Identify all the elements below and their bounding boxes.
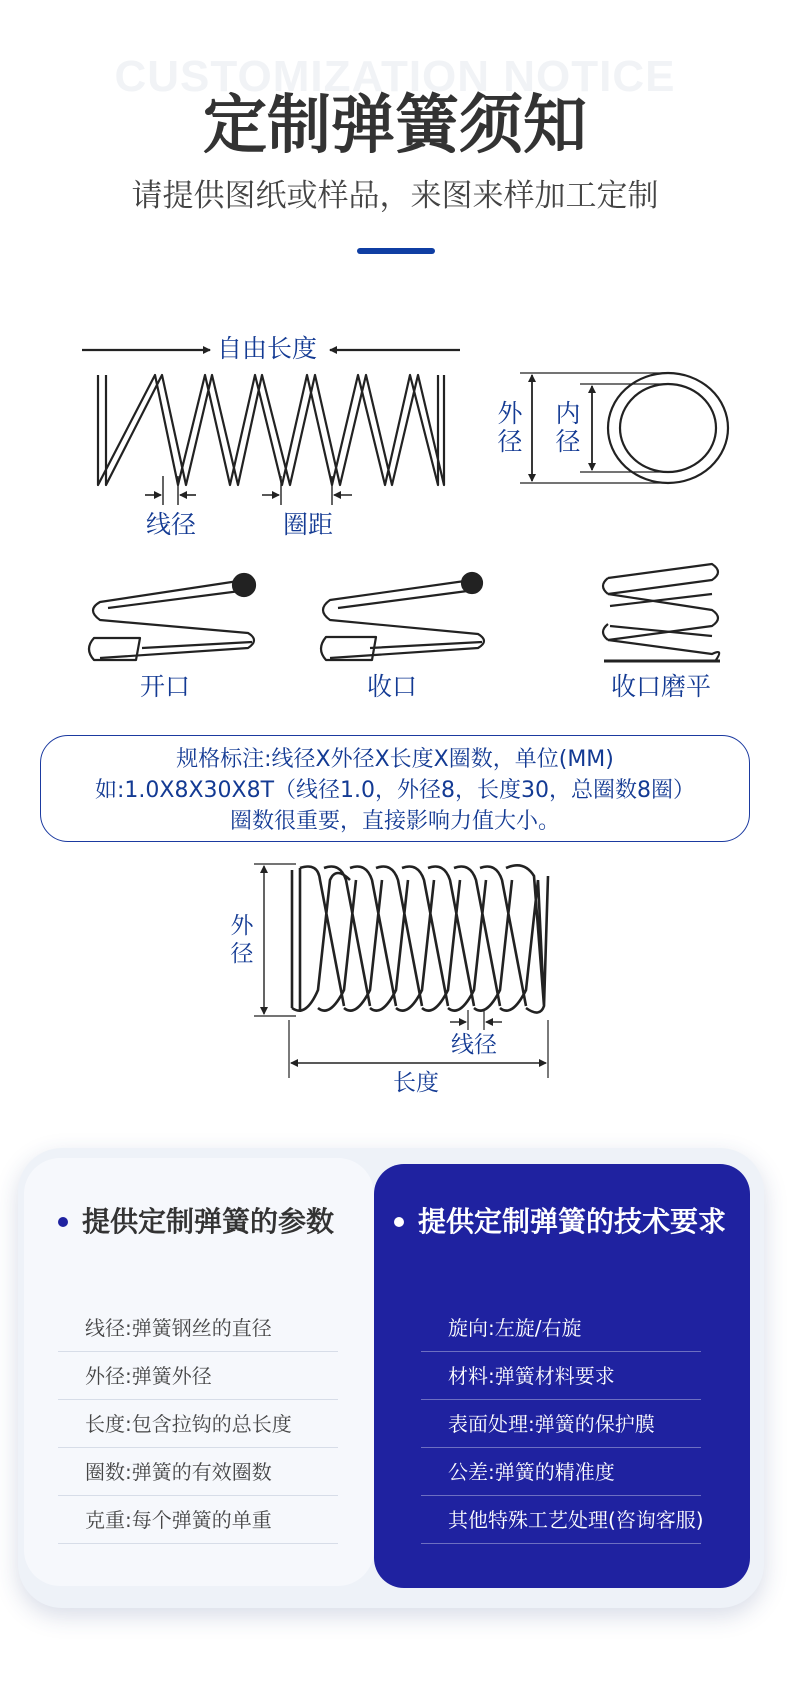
spec-notation-box [40, 735, 750, 842]
end-type-closed-ground-label: 收口磨平 [611, 672, 712, 701]
param-item: 线径:弹簧钢丝的直径 [58, 1304, 338, 1352]
open-end-spring-diagram [89, 574, 255, 660]
spec-outer-diameter-label: 外径 [230, 913, 254, 967]
tech-item: 表面处理:弹簧的保护膜 [421, 1400, 701, 1448]
diameter-end-view-diagram [520, 373, 728, 483]
inner-ring [620, 384, 716, 472]
spec-note-line3: 圈数很重要，直接影响力值大小。 [229, 809, 560, 834]
inner-diameter-label: 内径 [555, 399, 581, 456]
closed-ground-spring-diagram [603, 564, 720, 661]
page-subtitle: 请提供图纸或样品，来图来样加工定制 [131, 178, 659, 214]
spec-spring-coils [292, 865, 548, 1012]
param-item: 圈数:弹簧的有效圈数 [58, 1448, 338, 1496]
param-item: 克重:每个弹簧的单重 [58, 1496, 338, 1544]
spec-wire-diameter-label: 线径 [451, 1032, 497, 1058]
params-bullet [58, 1217, 68, 1227]
page-title: 定制弹簧须知 [203, 89, 587, 163]
closed-end-spring-diagram [321, 573, 484, 660]
tech-title: 提供定制弹簧的技术要求 [418, 1205, 727, 1238]
free-length-label: 自由长度 [217, 334, 318, 363]
free-length-spring-diagram [82, 350, 460, 505]
end-type-closed-label: 收口 [367, 672, 418, 701]
watermark-text: CUSTOMIZATION NOTICE [114, 52, 676, 101]
tech-bullet [394, 1217, 404, 1227]
closed-end-wire-tip [462, 573, 482, 593]
outer-ring [608, 373, 728, 483]
spec-note-line1: 规格标注:线径X外径X长度X圈数，单位(MM) [176, 747, 614, 772]
param-item: 外径:弹簧外径 [58, 1352, 338, 1400]
tech-item: 材料:弹簧材料要求 [421, 1352, 701, 1400]
spring-coils-side [98, 375, 444, 485]
spec-spring-diagram [254, 864, 548, 1078]
pitch-label: 圈距 [283, 510, 334, 539]
params-title: 提供定制弹簧的参数 [82, 1205, 335, 1238]
open-end-wire-tip [233, 574, 255, 596]
end-type-open-label: 开口 [140, 672, 191, 701]
spec-length-label: 长度 [393, 1070, 439, 1096]
tech-item: 公差:弹簧的精准度 [421, 1448, 701, 1496]
spec-note-line2: 如:1.0X8X30X8T（线径1.0，外径8，长度30，总圈数8圈） [94, 778, 696, 803]
param-item: 长度:包含拉钩的总长度 [58, 1400, 338, 1448]
wire-diameter-label: 线径 [146, 510, 197, 539]
tech-item: 旋向:左旋/右旋 [421, 1304, 701, 1352]
outer-diameter-label: 外径 [497, 399, 523, 456]
tech-item: 其他特殊工艺处理(咨询客服) [421, 1496, 701, 1544]
